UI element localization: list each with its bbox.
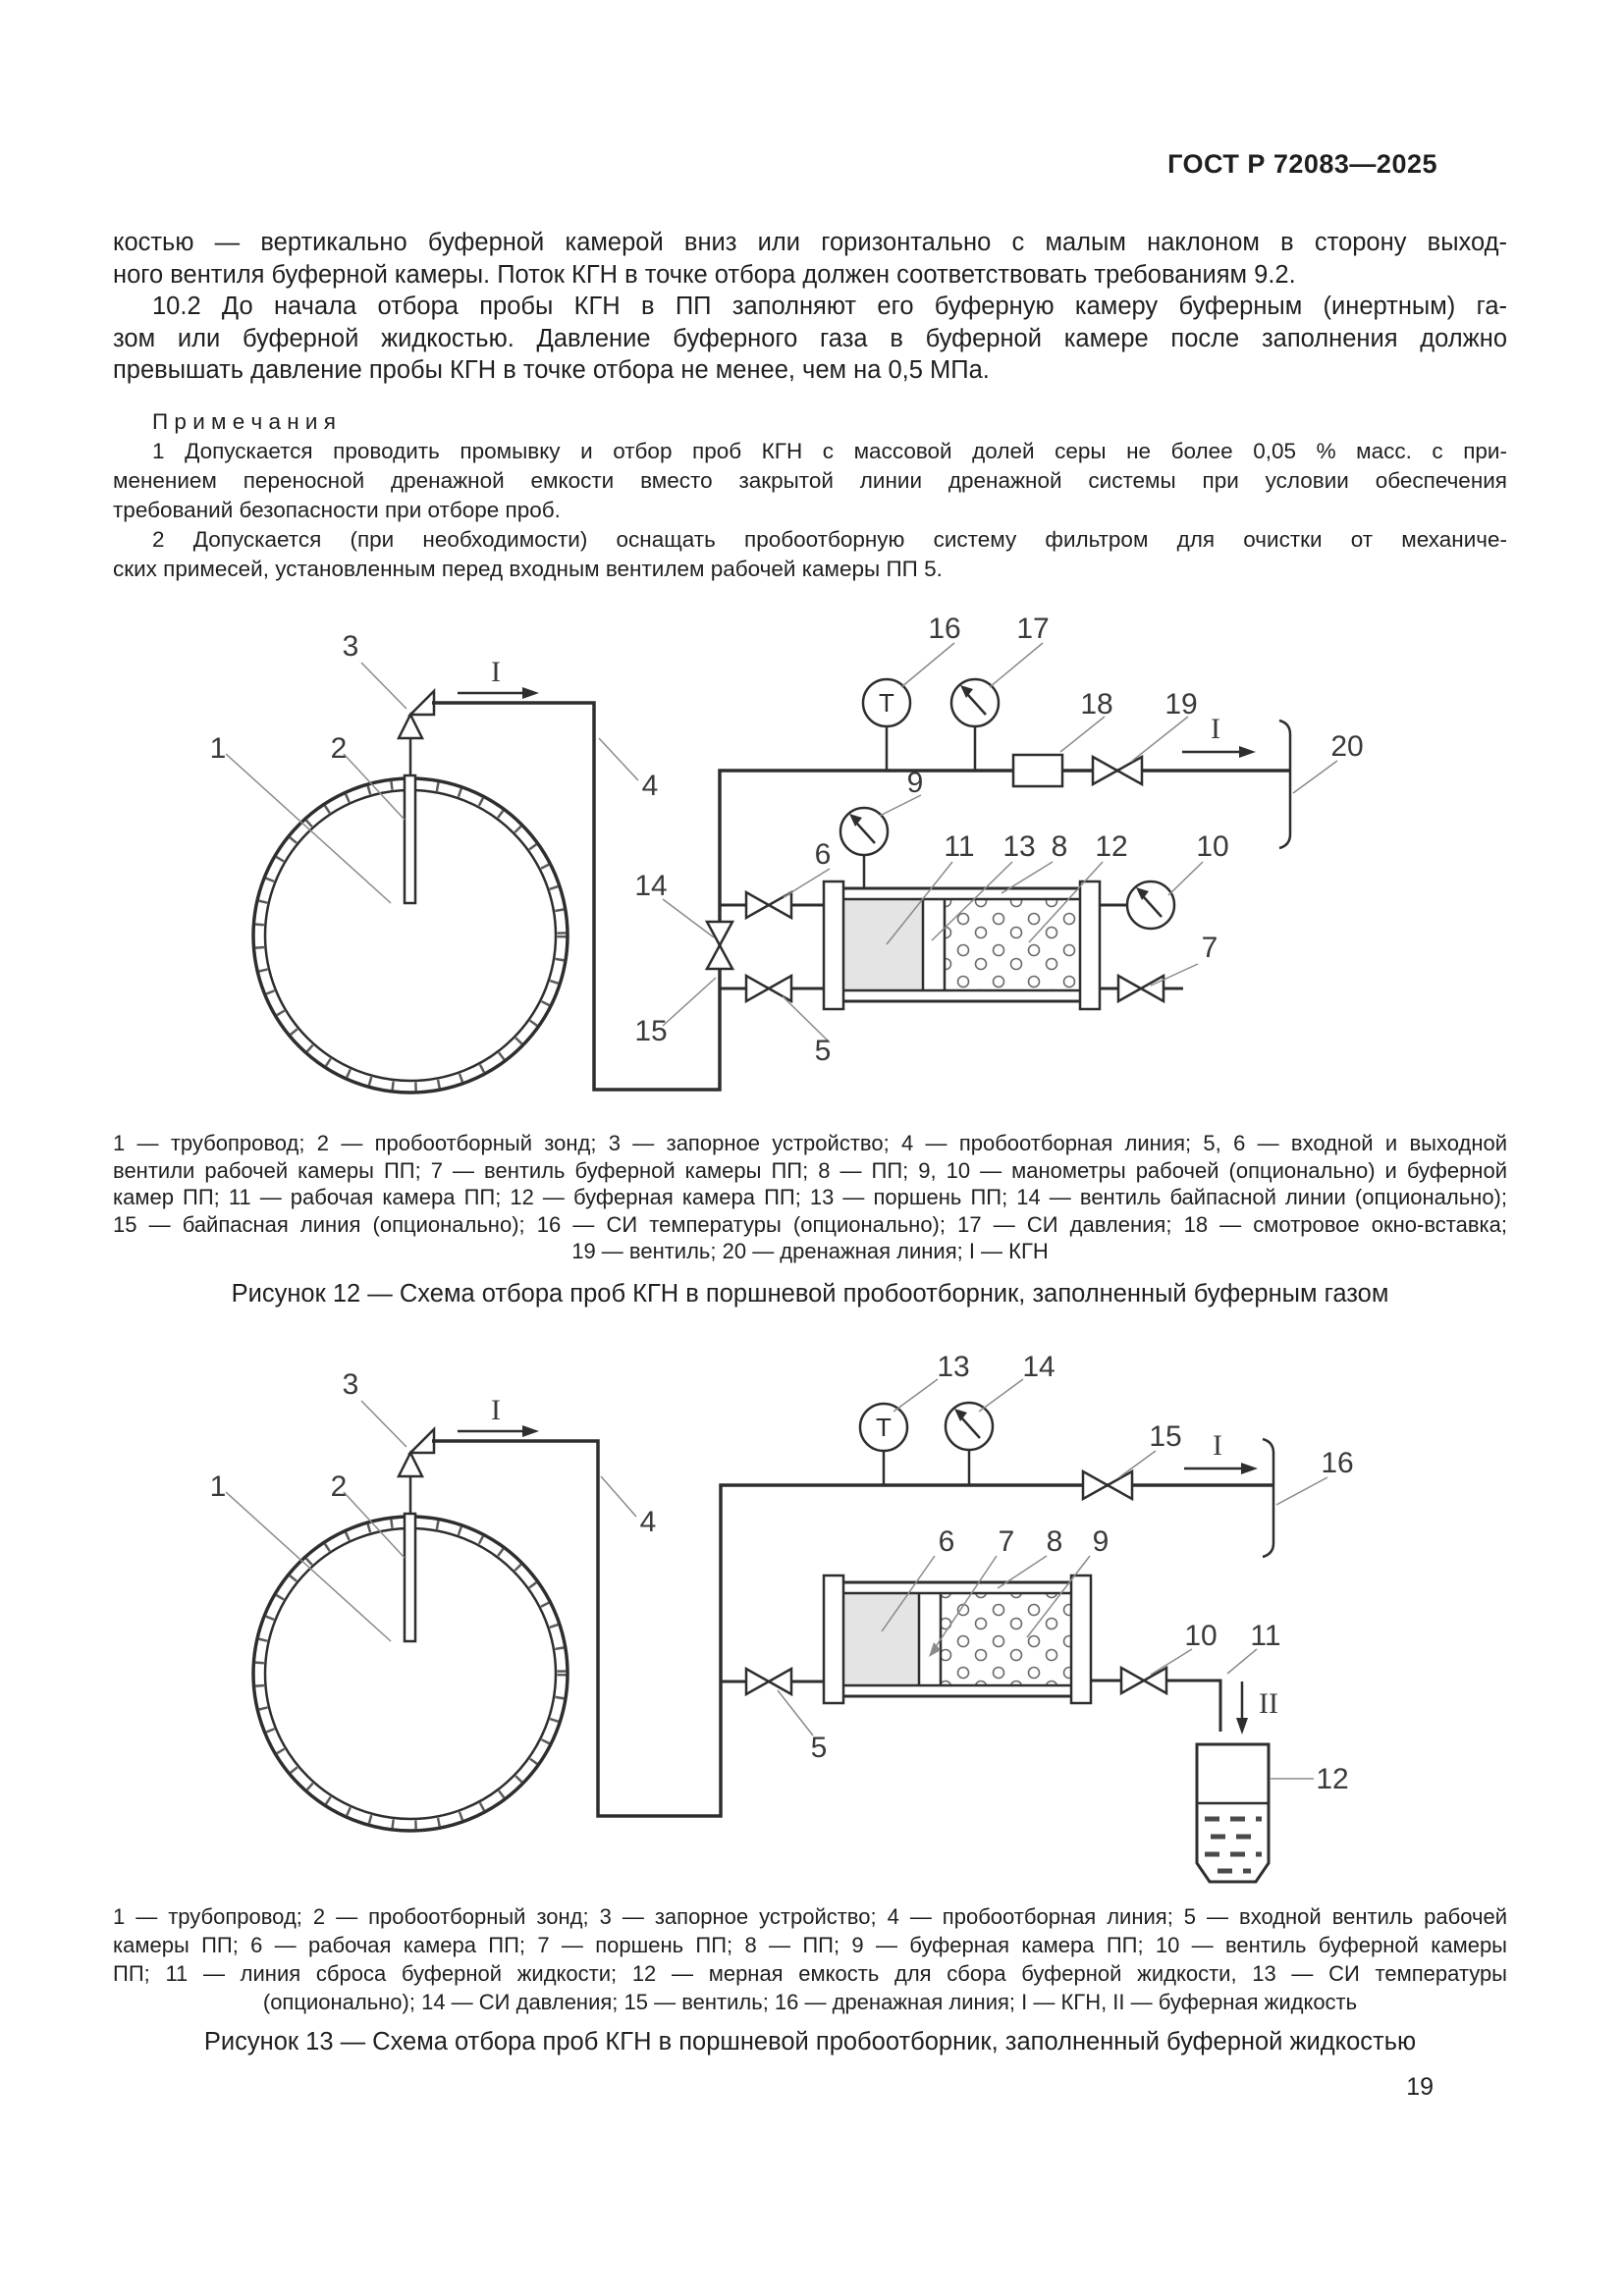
fig12-label-16: 16 — [928, 613, 961, 645]
fig13-label-8: 8 — [1046, 1525, 1063, 1558]
figure13-legend — [113, 1902, 1507, 2016]
fig13-label-12: 12 — [1316, 1763, 1349, 1795]
page-number: 19 — [1406, 2073, 1434, 2101]
fig12-label-5: 5 — [814, 1035, 832, 1067]
gauge-T-letter: T — [879, 688, 894, 718]
figure12-diagram — [137, 599, 1394, 1134]
fig13-label-6: 6 — [938, 1525, 955, 1558]
fig13-label-15: 15 — [1149, 1420, 1182, 1453]
flow-label-I: I — [491, 656, 501, 688]
fig12-label-15: 15 — [634, 1015, 668, 1047]
fig13-label-16: 16 — [1321, 1447, 1354, 1479]
legend-line: 1 — трубопровод; 2 — пробоотборный зонд; 3 — запорное устройство; 4 — пробоотборная линия; 5, 6 — входной и выходной — [113, 1131, 1507, 1155]
flow-arrow-I-top — [458, 656, 539, 699]
flange-left — [824, 1575, 843, 1703]
fig13-label-9: 9 — [1092, 1525, 1110, 1558]
flow-arrow-II — [1236, 1682, 1278, 1735]
fig12-label-20: 20 — [1330, 730, 1364, 763]
note-line: менением переносной дренажной емкости вместо закрытой линии дренажной системы при условии обеспечения — [113, 468, 1507, 493]
legend-line: вентили рабочей камеры ПП; 7 — вентиль буферной камеры ПП; 8 — ПП; 9, 10 — манометры рабочей (опционально) и буферной — [113, 1157, 1507, 1183]
pressure-gauge-icon — [951, 679, 999, 771]
document-header-code: ГОСТ Р 72083—2025 — [1167, 149, 1437, 179]
fig12-label-1: 1 — [209, 732, 227, 765]
figure13-diagram — [137, 1335, 1394, 1899]
flow-arrow-I-top — [458, 1394, 539, 1437]
body-line: 10.2 До начала отбора пробы КГН в ПП заполняют его буферную камеру буферным (инертным) га- — [152, 293, 1507, 320]
note-line: 2 Допускается (при необходимости) оснащать пробоотборную систему фильтром для очистки от механиче- — [152, 527, 1507, 552]
fig13-label-7: 7 — [998, 1525, 1015, 1558]
shutoff-valve — [399, 1429, 434, 1476]
fig12-label-14: 14 — [634, 870, 668, 902]
measuring-vessel — [1197, 1744, 1269, 1882]
fig12-label-18: 18 — [1080, 688, 1113, 721]
flange-right — [1080, 881, 1100, 1009]
figure13-caption: Рисунок 13 — Схема отбора проб КГН в поршневой пробоотборник, заполненный буферной жидкостью — [203, 2028, 1417, 2056]
body-line: зом или буферной жидкостью. Давление буферного газа в буферной камере после заполнения должно — [113, 324, 1507, 352]
fig12-label-11: 11 — [944, 830, 975, 863]
fig13-label-3: 3 — [342, 1368, 359, 1401]
bypass-valve-14 — [707, 922, 732, 969]
legend-line: 1 — трубопровод; 2 — пробоотборный зонд; 3 — запорное устройство; 4 — пробоотборная линия; 5 — входной вентиль рабочей — [113, 1904, 1507, 1929]
drainage-line-bracket — [1279, 721, 1290, 848]
fig12-label-13: 13 — [1002, 830, 1036, 863]
temperature-gauge-icon — [860, 1404, 907, 1485]
flange-left — [824, 881, 843, 1009]
fig13-label-1: 1 — [209, 1470, 227, 1503]
fig12-label-3: 3 — [342, 630, 359, 663]
valve-19 — [1093, 757, 1142, 784]
valve-15 — [1083, 1471, 1132, 1499]
flow-arrow-I-right — [1184, 1429, 1258, 1474]
fig12-label-6: 6 — [814, 838, 832, 871]
body-line: костью — вертикально буферной камерой вниз или горизонтально с малым наклоном в сторону выход- — [113, 229, 1507, 256]
valve-10 — [1121, 1668, 1166, 1693]
legend-line: 19 — вентиль; 20 — дренажная линия; I — КГН — [571, 1239, 1049, 1263]
fig12-label-10: 10 — [1196, 830, 1229, 863]
figure12-legend — [113, 1130, 1507, 1265]
fig13-label-4: 4 — [639, 1506, 657, 1538]
notes-block — [113, 407, 1507, 584]
sampling-probe — [405, 738, 415, 903]
fig13-label-11: 11 — [1250, 1620, 1281, 1652]
notes-heading: П р и м е ч а н и я — [152, 409, 336, 434]
flow-label-I: I — [1213, 1429, 1222, 1462]
fig13-label-5: 5 — [810, 1732, 828, 1764]
legend-line: 15 — байпасная линия (опционально); 16 — СИ температуры (опционально); 17 — СИ давления; 18 — смотровое окно-вставка; — [113, 1211, 1507, 1237]
shutoff-valve — [399, 691, 434, 738]
figure12-caption: Рисунок 12 — Схема отбора проб КГН в поршневой пробоотборник, заполненный буферным газом — [231, 1280, 1389, 1308]
fig12-label-4: 4 — [641, 770, 659, 802]
fig12-label-8: 8 — [1051, 830, 1068, 863]
legend-line: камеры ПП; 6 — рабочая камера ПП; 7 — поршень ПП; 8 — ПП; 9 — буферная камера ПП; 10 — вентиль буферной камеры — [113, 1933, 1507, 1957]
temperature-gauge-icon — [863, 679, 910, 771]
body-text-block — [113, 227, 1507, 387]
note-line: требований безопасности при отборе проб. — [113, 498, 561, 522]
legend-line: камер ПП; 11 — рабочая камера ПП; 12 — буферная камера ПП; 13 — поршень ПП; 14 — вентиль байпасной линии (опционально); — [113, 1185, 1507, 1209]
fig12-label-17: 17 — [1016, 613, 1050, 645]
working-chamber-gauge-icon — [840, 808, 888, 888]
working-chamber — [844, 1593, 919, 1685]
fig13-label-14: 14 — [1022, 1351, 1056, 1383]
buffer-chamber-gauge-icon — [1100, 881, 1174, 929]
legend-line: ПП; 11 — линия сброса буферной жидкости; 12 — мерная емкость для сбора буферной жидкости, 13 — СИ температуры — [113, 1961, 1507, 1986]
fig12-label-19: 19 — [1164, 688, 1198, 721]
fig13-label-13: 13 — [937, 1351, 970, 1383]
fig13-label-10: 10 — [1184, 1620, 1218, 1652]
gauge-T-letter: T — [876, 1413, 892, 1442]
fig12-label-7: 7 — [1201, 932, 1218, 964]
note-line: 1 Допускается проводить промывку и отбор проб КГН с массовой долей серы не более 0,05 % масс. с при- — [152, 439, 1507, 463]
flange-right — [1071, 1575, 1091, 1703]
fig12-label-12: 12 — [1095, 830, 1128, 863]
sight-window — [1013, 755, 1062, 786]
drainage-line-bracket — [1263, 1439, 1273, 1557]
sampling-probe — [405, 1476, 415, 1641]
pressure-gauge-icon — [946, 1403, 993, 1485]
valve-7 — [1118, 976, 1164, 1001]
fig12-label-2: 2 — [330, 732, 348, 765]
fig13-label-2: 2 — [330, 1470, 348, 1503]
fig12-label-9: 9 — [906, 767, 924, 799]
note-line: ских примесей, установленным перед входным вентилем рабочей камеры ПП 5. — [113, 557, 943, 581]
valve-5 — [746, 1669, 791, 1694]
body-line: ного вентиля буферной камеры. Поток КГН в точке отбора должен соответствовать требованиям 9.2. — [113, 260, 1296, 289]
piston-sampler — [824, 881, 1100, 1009]
flow-label-I: I — [491, 1394, 501, 1426]
piston-sampler — [824, 1575, 1091, 1703]
flow-label-II: II — [1259, 1687, 1278, 1720]
legend-line: (опционально); 14 — СИ давления; 15 — вентиль; 16 — дренажная линия; I — КГН, II — буферная жидкость — [262, 1990, 1358, 2014]
flow-label-I: I — [1211, 713, 1220, 745]
body-line: превышать давление пробы КГН в точке отбора не менее, чем на 0,5 МПа. — [113, 356, 990, 384]
